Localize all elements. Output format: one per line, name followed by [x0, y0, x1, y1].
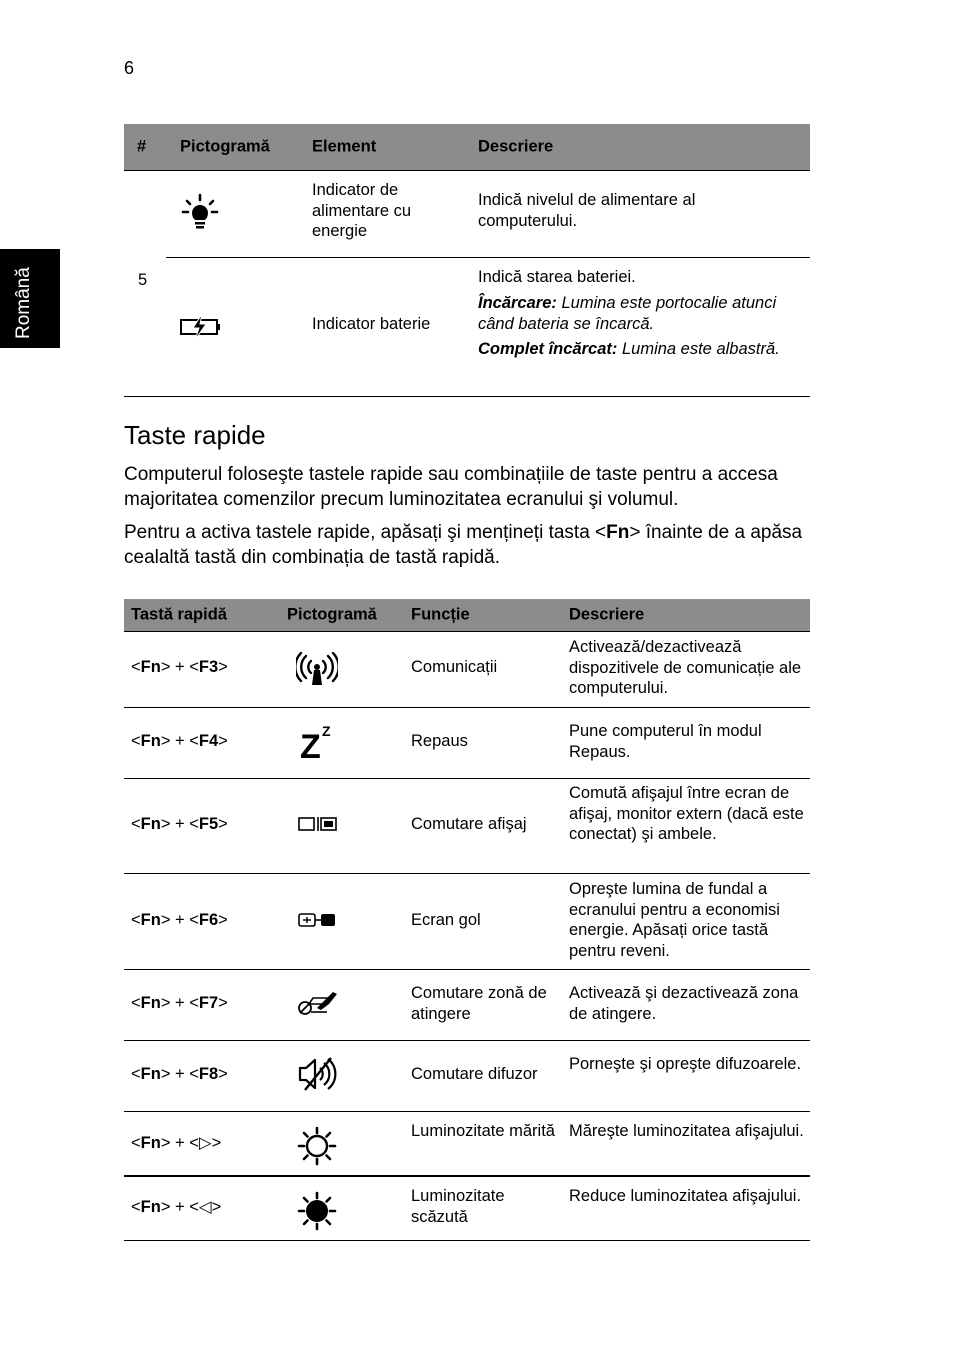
hotkey-combo: <Fn> + <F5> — [131, 815, 228, 833]
hotkey-combo: <Fn> + <F3> — [131, 658, 228, 676]
page-number: 6 — [124, 58, 135, 78]
display-toggle-icon — [298, 816, 338, 832]
divider — [124, 1240, 810, 1241]
hotkey-combo: <Fn> + <F8> — [131, 1065, 228, 1083]
hotkey-table-header — [124, 599, 810, 631]
function-description: Măreşte luminozitatea afişajului. — [569, 1122, 804, 1140]
divider — [124, 707, 810, 708]
function-label: Luminozitate mărită — [411, 1122, 555, 1140]
battery-full-note — [478, 339, 798, 360]
divider — [124, 969, 810, 970]
paragraph-2-start: Pentru a activa tastele rapide, apăsați şi mențineți tasta < — [124, 522, 607, 543]
function-description: Pune computerul în modul Repaus. — [569, 722, 762, 761]
header-description: Descriere — [569, 605, 645, 624]
language-tab — [0, 249, 60, 348]
hotkey-combo: <Fn> + <F6> — [131, 911, 228, 929]
function-description: Activează/dezactivează dispozitivele de comunicație ale computerului. — [569, 638, 802, 697]
function-label: Comunicații — [411, 658, 498, 676]
screen-blank-icon — [298, 912, 338, 928]
row-number: 5 — [138, 271, 148, 289]
divider — [124, 396, 810, 397]
function-label: Repaus — [411, 732, 468, 750]
divider — [124, 873, 810, 874]
full-label: Complet încărcat: — [478, 340, 618, 358]
touchpad-toggle-icon — [297, 990, 339, 1016]
wireless-icon — [296, 652, 338, 686]
description-battery: Indică starea bateriei. — [478, 268, 636, 286]
header-num: # — [137, 137, 147, 156]
indicator-table-header — [124, 124, 810, 170]
brightness-down-icon — [297, 1191, 337, 1231]
element-power: Indicator de alimentare cu energie — [312, 181, 412, 240]
hotkey-combo: <Fn> + <◁> — [131, 1198, 222, 1216]
divider — [166, 257, 810, 258]
divider — [124, 1175, 810, 1177]
divider — [124, 1040, 810, 1041]
function-description: Reduce luminozitatea afişajului. — [569, 1187, 802, 1205]
function-label: Comutare zonă de atingere — [411, 984, 547, 1023]
charging-label: Încărcare: — [478, 294, 557, 312]
hotkey-combo: <Fn> + <▷> — [131, 1134, 222, 1152]
paragraph-1: Computerul foloseşte tastele rapide sau combinațiile de taste pentru a accesa majoritatea comenzilor precum luminozitatea ecranului şi volumul. — [124, 464, 778, 510]
brightness-up-icon — [297, 1126, 337, 1166]
function-label: Luminozitate scăzută — [411, 1187, 505, 1226]
function-label: Comutare difuzor — [411, 1065, 538, 1083]
paragraph-2 — [124, 520, 814, 570]
function-label: Ecran gol — [411, 911, 481, 929]
function-description: Opreşte lumina de fundal a ecranului pentru a economisi energie. Apăsați orice tastă pentru reveni. — [569, 880, 780, 960]
divider — [124, 778, 810, 779]
paragraph-2-key: Fn — [606, 522, 630, 543]
header-function: Funcție — [411, 605, 470, 624]
divider — [124, 1111, 810, 1112]
function-description: Comută afişajul între ecran de afişaj, monitor extern (dacă este conectat) şi ambele. — [569, 784, 804, 843]
function-description: Activează şi dezactivează zona de atingere. — [569, 984, 799, 1023]
header-element: Element — [312, 137, 377, 156]
battery-charge-icon — [178, 312, 222, 342]
battery-charging-note — [478, 293, 798, 334]
section-title: Taste rapide — [124, 420, 266, 450]
hotkey-combo: <Fn> + <F7> — [131, 994, 228, 1012]
svg-text:Z: Z — [322, 723, 331, 739]
language-tab-label: Română — [13, 267, 34, 339]
hotkey-combo: <Fn> + <F4> — [131, 732, 228, 750]
svg-text:Z: Z — [300, 728, 321, 762]
charging-text: Lumina este portocalie atunci când bateria se încarcă. — [478, 294, 777, 333]
full-text: Lumina este albastră. — [621, 340, 780, 358]
element-battery: Indicator baterie — [312, 315, 431, 333]
power-light-icon — [180, 192, 220, 232]
description-power: Indică nivelul de alimentare al computerului. — [478, 191, 696, 230]
header-description: Descriere — [478, 137, 554, 156]
divider — [124, 170, 810, 171]
paragraph-2-end: > înainte de a apăsa cealaltă tastă din combinația de tastă rapidă. — [124, 522, 803, 568]
divider — [124, 631, 810, 632]
header-icon: Pictogramă — [287, 605, 377, 624]
sleep-icon — [298, 722, 338, 762]
speaker-toggle-icon — [297, 1056, 337, 1092]
function-label: Comutare afişaj — [411, 815, 527, 833]
function-description: Porneşte şi opreşte difuzoarele. — [569, 1055, 802, 1073]
header-icon: Pictogramă — [180, 137, 270, 156]
header-hotkey: Tastă rapidă — [131, 605, 227, 624]
